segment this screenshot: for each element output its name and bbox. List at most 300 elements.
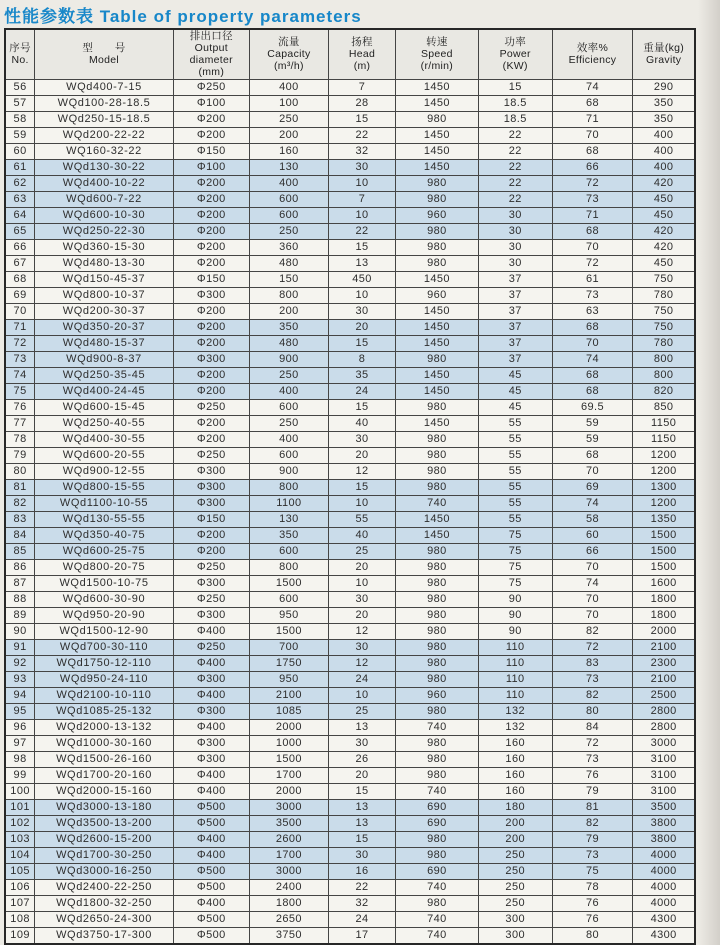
weight-cell: 400 bbox=[633, 159, 695, 175]
efficiency-cell: 71 bbox=[552, 111, 633, 127]
no-cell: 100 bbox=[5, 783, 35, 799]
head-cell: 24 bbox=[329, 671, 396, 687]
efficiency-cell: 73 bbox=[552, 847, 633, 863]
capacity-cell: 1800 bbox=[249, 895, 328, 911]
model-cell: WQ160-32-22 bbox=[35, 143, 174, 159]
speed-cell: 740 bbox=[396, 879, 479, 895]
capacity-cell: 1500 bbox=[249, 575, 328, 591]
diameter-cell: Φ500 bbox=[173, 927, 249, 944]
power-cell: 160 bbox=[478, 751, 552, 767]
model-cell: WQd400-10-22 bbox=[35, 175, 174, 191]
power-cell: 90 bbox=[478, 607, 552, 623]
capacity-cell: 600 bbox=[249, 191, 328, 207]
no-cell: 101 bbox=[5, 799, 35, 815]
weight-cell: 750 bbox=[633, 319, 695, 335]
column-header: 流量 Capacity (m³/h) bbox=[249, 29, 328, 79]
diameter-cell: Φ200 bbox=[173, 127, 249, 143]
weight-cell: 420 bbox=[633, 239, 695, 255]
speed-cell: 980 bbox=[396, 575, 479, 591]
no-cell: 107 bbox=[5, 895, 35, 911]
efficiency-cell: 73 bbox=[552, 671, 633, 687]
speed-cell: 1450 bbox=[396, 159, 479, 175]
head-cell: 30 bbox=[329, 847, 396, 863]
capacity-cell: 400 bbox=[249, 175, 328, 191]
diameter-cell: Φ300 bbox=[173, 495, 249, 511]
speed-cell: 980 bbox=[396, 623, 479, 639]
efficiency-cell: 68 bbox=[552, 223, 633, 239]
head-cell: 30 bbox=[329, 303, 396, 319]
diameter-cell: Φ300 bbox=[173, 479, 249, 495]
capacity-cell: 2600 bbox=[249, 831, 328, 847]
no-cell: 93 bbox=[5, 671, 35, 687]
head-cell: 35 bbox=[329, 367, 396, 383]
efficiency-cell: 73 bbox=[552, 751, 633, 767]
speed-cell: 1450 bbox=[396, 95, 479, 111]
efficiency-cell: 74 bbox=[552, 79, 633, 95]
power-cell: 37 bbox=[478, 319, 552, 335]
no-cell: 63 bbox=[5, 191, 35, 207]
speed-cell: 980 bbox=[396, 239, 479, 255]
diameter-cell: Φ200 bbox=[173, 303, 249, 319]
speed-cell: 980 bbox=[396, 703, 479, 719]
capacity-cell: 2000 bbox=[249, 783, 328, 799]
diameter-cell: Φ200 bbox=[173, 207, 249, 223]
no-cell: 59 bbox=[5, 127, 35, 143]
head-cell: 15 bbox=[329, 783, 396, 799]
diameter-cell: Φ250 bbox=[173, 639, 249, 655]
no-cell: 105 bbox=[5, 863, 35, 879]
speed-cell: 740 bbox=[396, 783, 479, 799]
diameter-cell: Φ200 bbox=[173, 319, 249, 335]
speed-cell: 980 bbox=[396, 895, 479, 911]
table-row bbox=[5, 799, 695, 815]
model-cell: WQd800-20-75 bbox=[35, 559, 174, 575]
speed-cell: 980 bbox=[396, 191, 479, 207]
weight-cell: 1300 bbox=[633, 479, 695, 495]
no-cell: 67 bbox=[5, 255, 35, 271]
speed-cell: 740 bbox=[396, 911, 479, 927]
speed-cell: 980 bbox=[396, 671, 479, 687]
weight-cell: 800 bbox=[633, 367, 695, 383]
diameter-cell: Φ500 bbox=[173, 815, 249, 831]
speed-cell: 1450 bbox=[396, 511, 479, 527]
table-row bbox=[5, 911, 695, 927]
capacity-cell: 3000 bbox=[249, 863, 328, 879]
speed-cell: 980 bbox=[396, 447, 479, 463]
model-cell: WQd1100-10-55 bbox=[35, 495, 174, 511]
column-header: 排出口径 Output diameter (mm) bbox=[173, 29, 249, 79]
model-cell: WQd600-20-55 bbox=[35, 447, 174, 463]
power-cell: 55 bbox=[478, 511, 552, 527]
model-cell: WQd2000-15-160 bbox=[35, 783, 174, 799]
capacity-cell: 900 bbox=[249, 351, 328, 367]
capacity-cell: 400 bbox=[249, 431, 328, 447]
no-cell: 82 bbox=[5, 495, 35, 511]
weight-cell: 1800 bbox=[633, 607, 695, 623]
efficiency-cell: 82 bbox=[552, 623, 633, 639]
head-cell: 8 bbox=[329, 351, 396, 367]
table-row bbox=[5, 719, 695, 735]
efficiency-cell: 71 bbox=[552, 207, 633, 223]
weight-cell: 1350 bbox=[633, 511, 695, 527]
power-cell: 110 bbox=[478, 687, 552, 703]
no-cell: 79 bbox=[5, 447, 35, 463]
capacity-cell: 1700 bbox=[249, 767, 328, 783]
model-cell: WQd950-20-90 bbox=[35, 607, 174, 623]
model-cell: WQd150-45-37 bbox=[35, 271, 174, 287]
diameter-cell: Φ300 bbox=[173, 703, 249, 719]
model-cell: WQd600-30-90 bbox=[35, 591, 174, 607]
speed-cell: 1450 bbox=[396, 303, 479, 319]
table-row bbox=[5, 447, 695, 463]
head-cell: 32 bbox=[329, 895, 396, 911]
head-cell: 22 bbox=[329, 223, 396, 239]
speed-cell: 1450 bbox=[396, 335, 479, 351]
table-row bbox=[5, 367, 695, 383]
table-row bbox=[5, 783, 695, 799]
head-cell: 22 bbox=[329, 127, 396, 143]
weight-cell: 3100 bbox=[633, 751, 695, 767]
table-row bbox=[5, 559, 695, 575]
diameter-cell: Φ400 bbox=[173, 623, 249, 639]
speed-cell: 740 bbox=[396, 495, 479, 511]
head-cell: 15 bbox=[329, 399, 396, 415]
power-cell: 37 bbox=[478, 287, 552, 303]
diameter-cell: Φ200 bbox=[173, 543, 249, 559]
weight-cell: 4000 bbox=[633, 863, 695, 879]
head-cell: 28 bbox=[329, 95, 396, 111]
power-cell: 300 bbox=[478, 927, 552, 944]
weight-cell: 1800 bbox=[633, 591, 695, 607]
table-row bbox=[5, 543, 695, 559]
diameter-cell: Φ200 bbox=[173, 111, 249, 127]
model-cell: WQd1800-32-250 bbox=[35, 895, 174, 911]
weight-cell: 400 bbox=[633, 143, 695, 159]
efficiency-cell: 72 bbox=[552, 735, 633, 751]
efficiency-cell: 61 bbox=[552, 271, 633, 287]
no-cell: 64 bbox=[5, 207, 35, 223]
diameter-cell: Φ400 bbox=[173, 783, 249, 799]
no-cell: 84 bbox=[5, 527, 35, 543]
model-cell: WQd2650-24-300 bbox=[35, 911, 174, 927]
table-row bbox=[5, 511, 695, 527]
head-cell: 450 bbox=[329, 271, 396, 287]
head-cell: 12 bbox=[329, 655, 396, 671]
capacity-cell: 700 bbox=[249, 639, 328, 655]
model-cell: WQd3500-13-200 bbox=[35, 815, 174, 831]
weight-cell: 2800 bbox=[633, 719, 695, 735]
column-header: 扬程 Head (m) bbox=[329, 29, 396, 79]
head-cell: 16 bbox=[329, 863, 396, 879]
capacity-cell: 600 bbox=[249, 207, 328, 223]
weight-cell: 2500 bbox=[633, 687, 695, 703]
speed-cell: 980 bbox=[396, 559, 479, 575]
model-cell: WQd350-20-37 bbox=[35, 319, 174, 335]
power-cell: 250 bbox=[478, 863, 552, 879]
weight-cell: 2000 bbox=[633, 623, 695, 639]
table-row bbox=[5, 223, 695, 239]
capacity-cell: 3000 bbox=[249, 799, 328, 815]
head-cell: 15 bbox=[329, 479, 396, 495]
no-cell: 74 bbox=[5, 367, 35, 383]
weight-cell: 1200 bbox=[633, 463, 695, 479]
model-cell: WQd1085-25-132 bbox=[35, 703, 174, 719]
diameter-cell: Φ200 bbox=[173, 191, 249, 207]
head-cell: 30 bbox=[329, 591, 396, 607]
column-header: 型 号 Model bbox=[35, 29, 174, 79]
model-cell: WQd400-24-45 bbox=[35, 383, 174, 399]
model-cell: WQd1500-10-75 bbox=[35, 575, 174, 591]
power-cell: 55 bbox=[478, 495, 552, 511]
model-cell: WQd800-10-37 bbox=[35, 287, 174, 303]
efficiency-cell: 70 bbox=[552, 559, 633, 575]
efficiency-cell: 76 bbox=[552, 767, 633, 783]
diameter-cell: Φ400 bbox=[173, 831, 249, 847]
model-cell: WQd350-40-75 bbox=[35, 527, 174, 543]
power-cell: 30 bbox=[478, 223, 552, 239]
diameter-cell: Φ300 bbox=[173, 287, 249, 303]
diameter-cell: Φ200 bbox=[173, 527, 249, 543]
speed-cell: 980 bbox=[396, 111, 479, 127]
parameters-table bbox=[4, 28, 696, 945]
power-cell: 160 bbox=[478, 767, 552, 783]
power-cell: 180 bbox=[478, 799, 552, 815]
weight-cell: 2800 bbox=[633, 703, 695, 719]
power-cell: 22 bbox=[478, 127, 552, 143]
weight-cell: 4300 bbox=[633, 911, 695, 927]
model-cell: WQd200-22-22 bbox=[35, 127, 174, 143]
power-cell: 18.5 bbox=[478, 111, 552, 127]
weight-cell: 3800 bbox=[633, 815, 695, 831]
power-cell: 22 bbox=[478, 175, 552, 191]
diameter-cell: Φ250 bbox=[173, 447, 249, 463]
head-cell: 25 bbox=[329, 543, 396, 559]
no-cell: 89 bbox=[5, 607, 35, 623]
no-cell: 65 bbox=[5, 223, 35, 239]
speed-cell: 1450 bbox=[396, 143, 479, 159]
speed-cell: 980 bbox=[396, 175, 479, 191]
head-cell: 20 bbox=[329, 447, 396, 463]
head-cell: 15 bbox=[329, 239, 396, 255]
table-body bbox=[5, 79, 695, 944]
model-cell: WQd1500-26-160 bbox=[35, 751, 174, 767]
model-cell: WQd360-15-30 bbox=[35, 239, 174, 255]
power-cell: 22 bbox=[478, 159, 552, 175]
efficiency-cell: 70 bbox=[552, 591, 633, 607]
efficiency-cell: 70 bbox=[552, 335, 633, 351]
weight-cell: 450 bbox=[633, 191, 695, 207]
efficiency-cell: 76 bbox=[552, 911, 633, 927]
no-cell: 96 bbox=[5, 719, 35, 735]
weight-cell: 1150 bbox=[633, 415, 695, 431]
capacity-cell: 800 bbox=[249, 559, 328, 575]
efficiency-cell: 60 bbox=[552, 527, 633, 543]
column-header: 重量(kg) Gravity bbox=[633, 29, 695, 79]
power-cell: 37 bbox=[478, 351, 552, 367]
model-cell: WQd480-13-30 bbox=[35, 255, 174, 271]
model-cell: WQd250-15-18.5 bbox=[35, 111, 174, 127]
efficiency-cell: 68 bbox=[552, 447, 633, 463]
capacity-cell: 350 bbox=[249, 319, 328, 335]
model-cell: WQd2600-15-200 bbox=[35, 831, 174, 847]
power-cell: 90 bbox=[478, 591, 552, 607]
no-cell: 66 bbox=[5, 239, 35, 255]
weight-cell: 3100 bbox=[633, 767, 695, 783]
no-cell: 106 bbox=[5, 879, 35, 895]
speed-cell: 980 bbox=[396, 479, 479, 495]
table-row bbox=[5, 431, 695, 447]
table-row bbox=[5, 575, 695, 591]
diameter-cell: Φ500 bbox=[173, 863, 249, 879]
efficiency-cell: 70 bbox=[552, 607, 633, 623]
diameter-cell: Φ100 bbox=[173, 159, 249, 175]
no-cell: 78 bbox=[5, 431, 35, 447]
weight-cell: 350 bbox=[633, 95, 695, 111]
weight-cell: 1200 bbox=[633, 495, 695, 511]
power-cell: 55 bbox=[478, 479, 552, 495]
weight-cell: 1600 bbox=[633, 575, 695, 591]
efficiency-cell: 83 bbox=[552, 655, 633, 671]
no-cell: 68 bbox=[5, 271, 35, 287]
speed-cell: 980 bbox=[396, 255, 479, 271]
capacity-cell: 400 bbox=[249, 79, 328, 95]
power-cell: 30 bbox=[478, 239, 552, 255]
power-cell: 110 bbox=[478, 639, 552, 655]
weight-cell: 1500 bbox=[633, 543, 695, 559]
speed-cell: 980 bbox=[396, 607, 479, 623]
efficiency-cell: 63 bbox=[552, 303, 633, 319]
table-row bbox=[5, 895, 695, 911]
power-cell: 300 bbox=[478, 911, 552, 927]
model-cell: WQd250-35-45 bbox=[35, 367, 174, 383]
model-cell: WQd600-25-75 bbox=[35, 543, 174, 559]
efficiency-cell: 68 bbox=[552, 95, 633, 111]
table-row bbox=[5, 207, 695, 223]
speed-cell: 980 bbox=[396, 591, 479, 607]
capacity-cell: 600 bbox=[249, 543, 328, 559]
weight-cell: 4300 bbox=[633, 927, 695, 944]
table-row bbox=[5, 479, 695, 495]
table-row bbox=[5, 399, 695, 415]
speed-cell: 980 bbox=[396, 751, 479, 767]
diameter-cell: Φ400 bbox=[173, 847, 249, 863]
power-cell: 15 bbox=[478, 79, 552, 95]
head-cell: 22 bbox=[329, 879, 396, 895]
diameter-cell: Φ200 bbox=[173, 223, 249, 239]
no-cell: 60 bbox=[5, 143, 35, 159]
head-cell: 24 bbox=[329, 383, 396, 399]
no-cell: 70 bbox=[5, 303, 35, 319]
diameter-cell: Φ500 bbox=[173, 911, 249, 927]
efficiency-cell: 70 bbox=[552, 463, 633, 479]
efficiency-cell: 70 bbox=[552, 239, 633, 255]
diameter-cell: Φ200 bbox=[173, 335, 249, 351]
diameter-cell: Φ300 bbox=[173, 607, 249, 623]
model-cell: WQd800-15-55 bbox=[35, 479, 174, 495]
table-row bbox=[5, 351, 695, 367]
efficiency-cell: 73 bbox=[552, 191, 633, 207]
diameter-cell: Φ400 bbox=[173, 895, 249, 911]
efficiency-cell: 80 bbox=[552, 703, 633, 719]
speed-cell: 980 bbox=[396, 223, 479, 239]
speed-cell: 960 bbox=[396, 687, 479, 703]
efficiency-cell: 82 bbox=[552, 687, 633, 703]
table-row bbox=[5, 703, 695, 719]
diameter-cell: Φ200 bbox=[173, 367, 249, 383]
weight-cell: 1500 bbox=[633, 527, 695, 543]
efficiency-cell: 82 bbox=[552, 815, 633, 831]
efficiency-cell: 68 bbox=[552, 367, 633, 383]
capacity-cell: 2000 bbox=[249, 719, 328, 735]
no-cell: 83 bbox=[5, 511, 35, 527]
power-cell: 55 bbox=[478, 463, 552, 479]
diameter-cell: Φ300 bbox=[173, 351, 249, 367]
efficiency-cell: 66 bbox=[552, 159, 633, 175]
head-cell: 55 bbox=[329, 511, 396, 527]
efficiency-cell: 68 bbox=[552, 383, 633, 399]
model-cell: WQd130-55-55 bbox=[35, 511, 174, 527]
no-cell: 95 bbox=[5, 703, 35, 719]
capacity-cell: 600 bbox=[249, 399, 328, 415]
head-cell: 15 bbox=[329, 111, 396, 127]
diameter-cell: Φ150 bbox=[173, 511, 249, 527]
power-cell: 75 bbox=[478, 559, 552, 575]
power-cell: 30 bbox=[478, 207, 552, 223]
speed-cell: 690 bbox=[396, 815, 479, 831]
power-cell: 75 bbox=[478, 543, 552, 559]
speed-cell: 1450 bbox=[396, 367, 479, 383]
head-cell: 20 bbox=[329, 559, 396, 575]
table-row bbox=[5, 335, 695, 351]
model-cell: WQd600-15-45 bbox=[35, 399, 174, 415]
head-cell: 30 bbox=[329, 431, 396, 447]
speed-cell: 1450 bbox=[396, 271, 479, 287]
head-cell: 13 bbox=[329, 799, 396, 815]
no-cell: 71 bbox=[5, 319, 35, 335]
diameter-cell: Φ400 bbox=[173, 719, 249, 735]
model-cell: WQd2000-13-132 bbox=[35, 719, 174, 735]
head-cell: 10 bbox=[329, 687, 396, 703]
weight-cell: 820 bbox=[633, 383, 695, 399]
head-cell: 7 bbox=[329, 79, 396, 95]
diameter-cell: Φ500 bbox=[173, 879, 249, 895]
speed-cell: 1450 bbox=[396, 79, 479, 95]
capacity-cell: 360 bbox=[249, 239, 328, 255]
head-cell: 25 bbox=[329, 703, 396, 719]
no-cell: 94 bbox=[5, 687, 35, 703]
efficiency-cell: 66 bbox=[552, 543, 633, 559]
weight-cell: 350 bbox=[633, 111, 695, 127]
weight-cell: 1150 bbox=[633, 431, 695, 447]
weight-cell: 1500 bbox=[633, 559, 695, 575]
head-cell: 20 bbox=[329, 319, 396, 335]
power-cell: 22 bbox=[478, 191, 552, 207]
capacity-cell: 1100 bbox=[249, 495, 328, 511]
capacity-cell: 250 bbox=[249, 367, 328, 383]
efficiency-cell: 72 bbox=[552, 639, 633, 655]
head-cell: 10 bbox=[329, 207, 396, 223]
weight-cell: 420 bbox=[633, 175, 695, 191]
table-row bbox=[5, 143, 695, 159]
head-cell: 20 bbox=[329, 767, 396, 783]
table-row bbox=[5, 847, 695, 863]
weight-cell: 450 bbox=[633, 255, 695, 271]
diameter-cell: Φ400 bbox=[173, 655, 249, 671]
no-cell: 77 bbox=[5, 415, 35, 431]
model-cell: WQd2100-10-110 bbox=[35, 687, 174, 703]
model-cell: WQd250-22-30 bbox=[35, 223, 174, 239]
head-cell: 30 bbox=[329, 639, 396, 655]
